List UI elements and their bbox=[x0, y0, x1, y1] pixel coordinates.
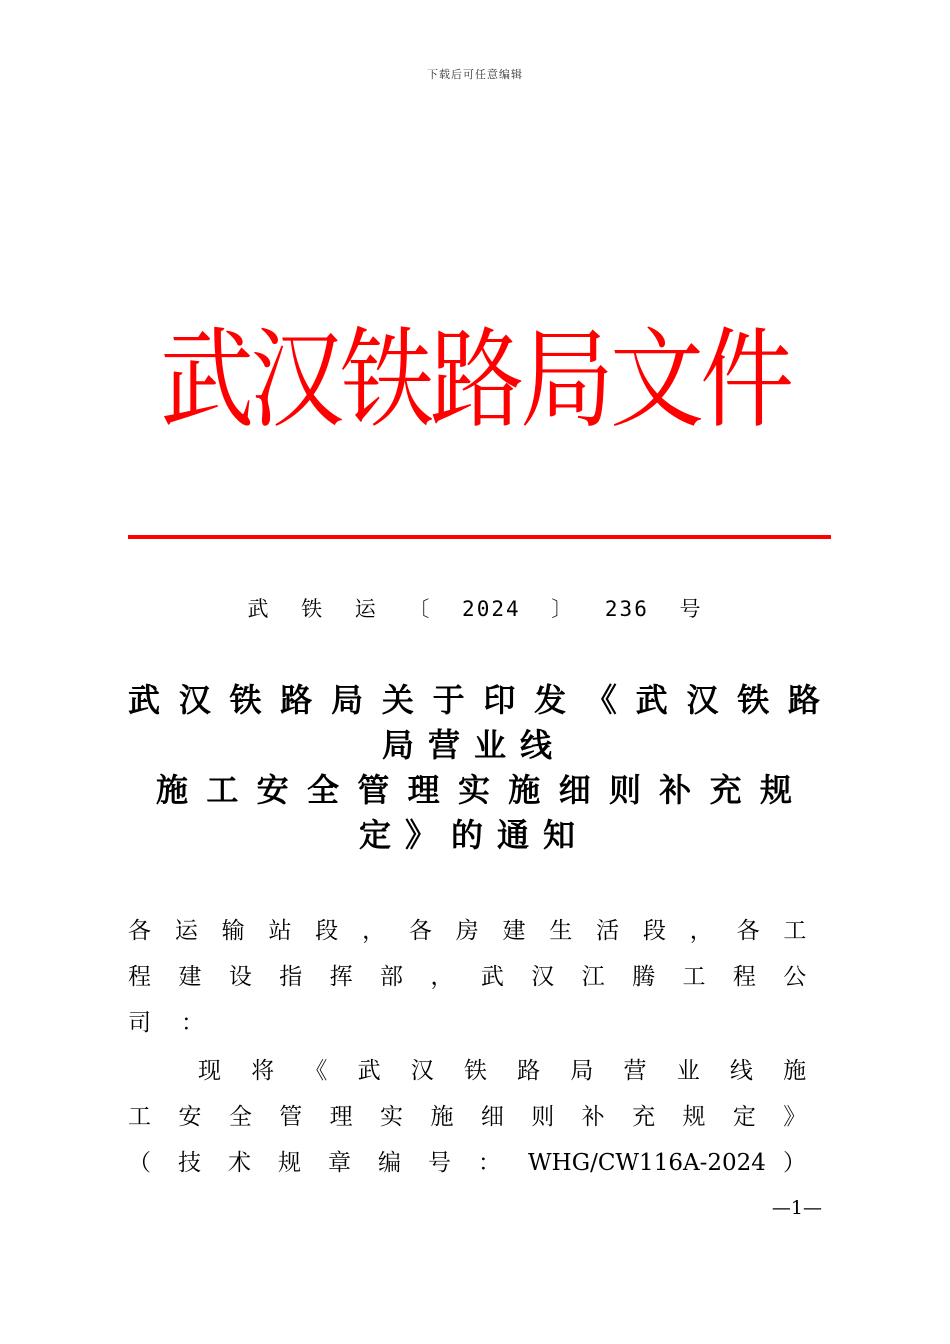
paragraph-line-2: 工 安 全 管 理 实 施 细 则 补 充 规 定 》 bbox=[128, 1104, 806, 1130]
addressee-line-2: 程 建 设 指 挥 部 ， 武 汉 江 腾 工 程 公 bbox=[128, 964, 806, 990]
addressee-line-3: 司： bbox=[128, 1010, 234, 1036]
notice-title-line-4: 定》的通知 bbox=[358, 816, 589, 854]
header-note: 下载后可任意编辑 bbox=[427, 68, 523, 81]
addressee-line-1: 各 运 输 站 段 ， 各 房 建 生 活 段 ， 各 工 bbox=[128, 918, 806, 944]
notice-title-line-2: 局营业线 bbox=[381, 726, 566, 764]
document-number-text: 武 铁 运 〔 2024 〕 236 号 bbox=[247, 597, 703, 621]
document-number bbox=[0, 593, 950, 623]
paragraph-line-1: 现 将 《 武 汉 铁 路 局 营 业 线 施 bbox=[198, 1058, 806, 1084]
notice-title-line-3: 施 工 安 全 管 理 实 施 细 则 补 充 规 bbox=[156, 771, 792, 809]
document-title: 武汉铁路局文件 bbox=[159, 318, 790, 444]
paragraph-line-3: （ 技 术 规 章 编 号 ： WHG/CW116A-2024 ） bbox=[128, 1150, 806, 1176]
red-divider-rule bbox=[128, 535, 831, 539]
addressee-block bbox=[128, 908, 806, 1046]
notice-title bbox=[128, 678, 820, 858]
page-number: —1— bbox=[771, 1197, 822, 1219]
body-paragraph bbox=[128, 1048, 806, 1186]
notice-title-line-1: 武 汉 铁 路 局 关 于 印 发 《 武 汉 铁 路 bbox=[128, 681, 820, 719]
